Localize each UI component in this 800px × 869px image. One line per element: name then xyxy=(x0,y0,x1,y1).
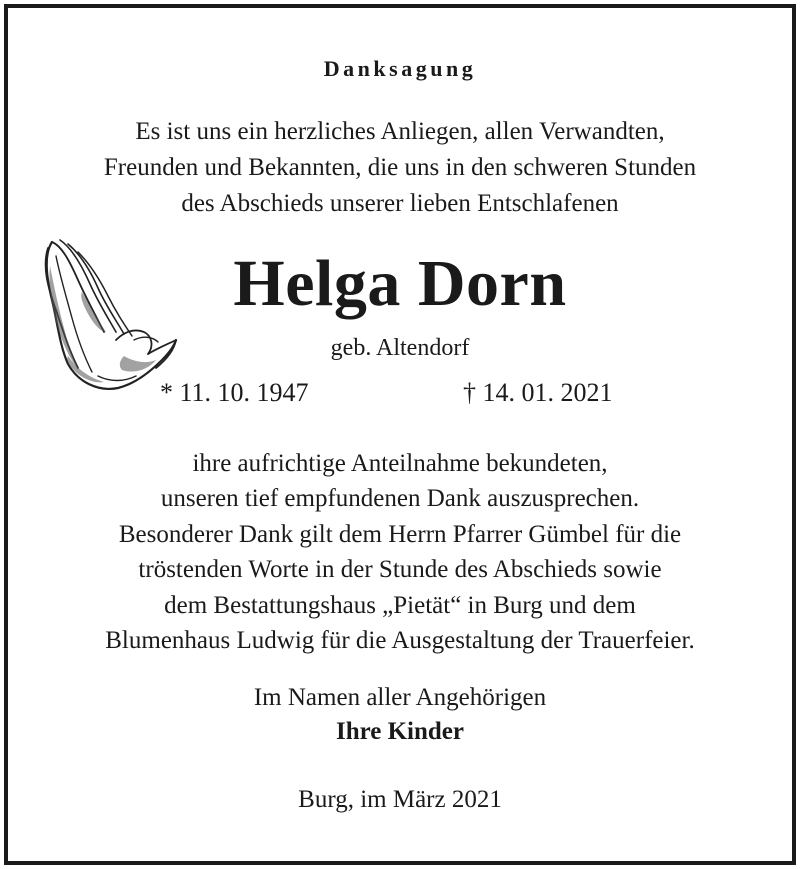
body-line: tröstenden Worte in der Stunde des Abschieds sowie xyxy=(138,556,662,583)
place-date: Burg, im März 2021 xyxy=(298,786,502,813)
body-line: ihre aufrichtige Anteilnahme bekundeten, xyxy=(192,450,608,477)
body-line: dem Bestattungshaus „Pietät“ in Burg und dem xyxy=(164,592,636,619)
signature: Ihre Kinder xyxy=(335,718,464,745)
death-date: † 14. 01. 2021 xyxy=(463,378,613,407)
intro-line: Freunden und Bekannten, die uns in den schweren Stunden xyxy=(103,154,697,181)
body-line: unseren tief empfundenen Dank auszusprechen. xyxy=(160,485,640,512)
notice-title: Danksagung xyxy=(323,56,477,81)
signature-intro: Im Namen aller Angehörigen xyxy=(253,684,547,711)
body-line: Besonderer Dank gilt dem Herrn Pfarrer Gümbel für die xyxy=(118,521,682,548)
birth-date: * 11. 10. 1947 xyxy=(160,378,309,407)
intro-line: des Abschieds unserer lieben Entschlafenen xyxy=(181,190,619,217)
deceased-name: Helga Dorn xyxy=(233,247,567,320)
body-line: Blumenhaus Ludwig für die Ausgestaltung der Trauerfeier. xyxy=(105,627,695,654)
intro-line: Es ist uns ein herzliches Anliegen, allen Verwandten, xyxy=(135,118,665,145)
birth-name: geb. Altendorf xyxy=(330,335,470,361)
